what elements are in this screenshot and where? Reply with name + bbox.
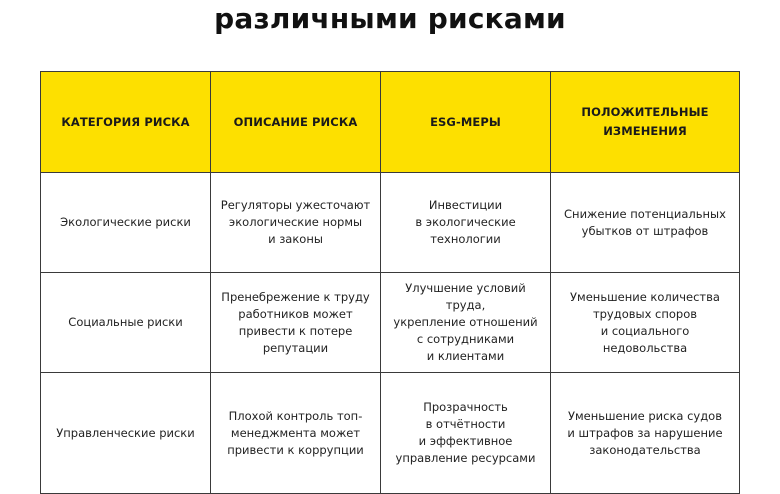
cell-text: Инвестиции в экологические технологии xyxy=(415,198,516,246)
header-risk-category xyxy=(41,72,211,173)
table-row xyxy=(41,173,740,273)
header-esg-measures xyxy=(381,72,551,173)
header-positive-changes xyxy=(551,72,740,173)
cell-description xyxy=(211,373,381,494)
cell-text: Плохой контроль топ- менеджмента может привести к коррупции xyxy=(227,408,364,457)
cell-esg-measures xyxy=(381,373,551,494)
cell-positive-changes xyxy=(551,173,740,273)
cell-text: Пренебрежение к труду работников может привести к потере репутации xyxy=(221,289,370,355)
cell-positive-changes xyxy=(551,373,740,494)
cell-description xyxy=(211,273,381,373)
cell-text: Уменьшение риска судов и штрафов за нарушение законодательства xyxy=(567,408,723,457)
table-row xyxy=(41,373,740,494)
cell-text: Улучшение условий труда, укрепление отношений с сотрудниками и клиентами xyxy=(393,281,538,363)
header-label: ESG-МЕРЫ xyxy=(430,114,501,129)
cell-text: Уменьшение количества трудовых споров и социального недовольства xyxy=(570,289,720,355)
cell-category xyxy=(41,373,211,494)
cell-text: Социальные риски xyxy=(68,315,183,329)
cell-text: Регуляторы ужесточают экологические нормы и законы xyxy=(220,198,371,246)
table-header-row xyxy=(41,72,740,173)
cell-description xyxy=(211,173,381,273)
header-label: ОПИСАНИЕ РИСКА xyxy=(233,114,358,129)
cell-category xyxy=(41,173,211,273)
header-label: КАТЕГОРИЯ РИСКА xyxy=(61,114,190,129)
cell-text: Экологические риски xyxy=(60,215,191,229)
cell-text: Прозрачность в отчётности и эффективное управление ресурсами xyxy=(395,400,536,465)
cell-esg-measures xyxy=(381,173,551,273)
cell-esg-measures xyxy=(381,273,551,373)
risk-table xyxy=(40,71,740,494)
cell-text: Управленческие риски xyxy=(56,425,195,440)
cell-category xyxy=(41,273,211,373)
cell-positive-changes xyxy=(551,273,740,373)
cell-text: Снижение потенциальных убытков от штрафов xyxy=(564,206,726,238)
table-row xyxy=(41,273,740,373)
page-title: различными рисками xyxy=(214,2,566,35)
header-risk-description xyxy=(211,72,381,173)
header-label: ПОЛОЖИТЕЛЬНЫЕ ИЗМЕНЕНИЯ xyxy=(581,105,709,138)
